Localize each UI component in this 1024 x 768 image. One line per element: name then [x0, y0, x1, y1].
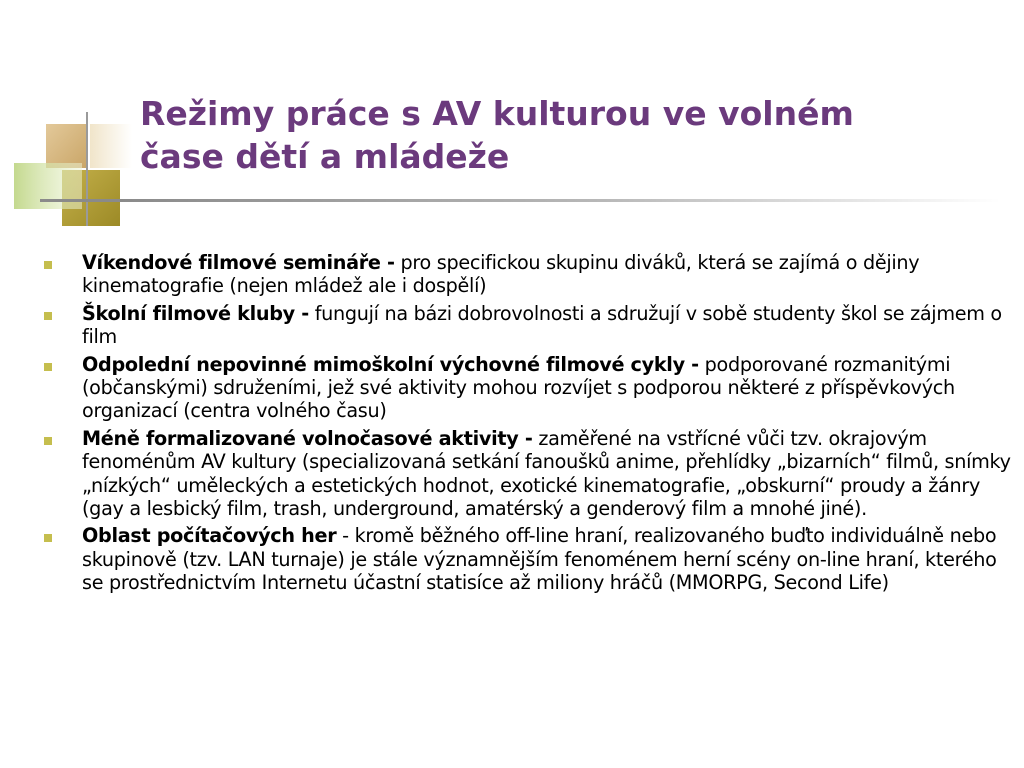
item-text: fungují na bázi dobrovolnosti a sdružují v sobě studenty škol se zájmem o film	[82, 301, 1002, 349]
deco-square-fade	[90, 124, 132, 168]
item-text: podporované rozmanitými (občanskými) sdruženími, jež své aktivity mohou rozvíjet s podporou některé z příspěvkových organizací (centra volného času)	[82, 352, 955, 423]
bullet-square-icon	[44, 363, 52, 371]
item-heading: Oblast počítačových her	[82, 524, 337, 548]
list-item	[44, 251, 1019, 298]
deco-vertical-line	[86, 112, 88, 226]
list-item	[44, 427, 1019, 521]
item-text: pro specifickou skupinu diváků, která se zajímá o dějiny kinematografie (nejen mládež ale i dospělí)	[82, 251, 920, 298]
item-heading: Méně formalizované volnočasové aktivity -	[82, 426, 533, 450]
item-text: zaměřené na vstřícné vůči tzv. okrajovým fenoménům AV kultury (specializovaná setkání fanoušků anime, přehlídky „bizarních“ filmů, snímky „nízkých“ uměleckých a estetických hodnot, exotické kinematografie, „obskurní“ proudy a žánry (gay a lesbický film, trash, underground, amatérský a genderový film a mnohé jiné).	[82, 426, 1011, 521]
bullet-square-icon	[44, 437, 52, 445]
deco-square-green	[14, 163, 82, 209]
item-text: - kromě běžného off-line hraní, realizovaného buďto individuálně nebo skupinově (tzv. LAN turnaje) je stále významnějším fenoménem herní scény on-line hraní, kterého se prostřednictvím Internetu účastní statisíce až miliony hráčů (MMORPG, Second Life)	[82, 524, 997, 595]
item-heading: Odpolední nepovinné mimoškolní výchovné filmové cykly -	[82, 352, 699, 376]
deco-square-tan	[46, 124, 86, 168]
slide-title-line-2: čase dětí a mládeže	[140, 137, 510, 176]
decorative-squares	[0, 0, 150, 240]
item-heading: Víkendové filmové semináře -	[82, 251, 395, 274]
list-item	[44, 353, 1019, 423]
bullet-square-icon	[44, 534, 52, 542]
item-heading: Školní filmové kluby -	[82, 301, 309, 325]
list-item	[44, 302, 1019, 349]
bullet-square-icon	[44, 312, 52, 320]
slide-title	[140, 92, 1000, 178]
slide-title-line-1: Režimy práce s AV kulturou ve volném	[140, 94, 854, 133]
list-item	[44, 524, 1019, 594]
title-divider	[118, 199, 1000, 202]
bullet-list	[44, 251, 1019, 599]
bullet-square-icon	[44, 261, 52, 269]
